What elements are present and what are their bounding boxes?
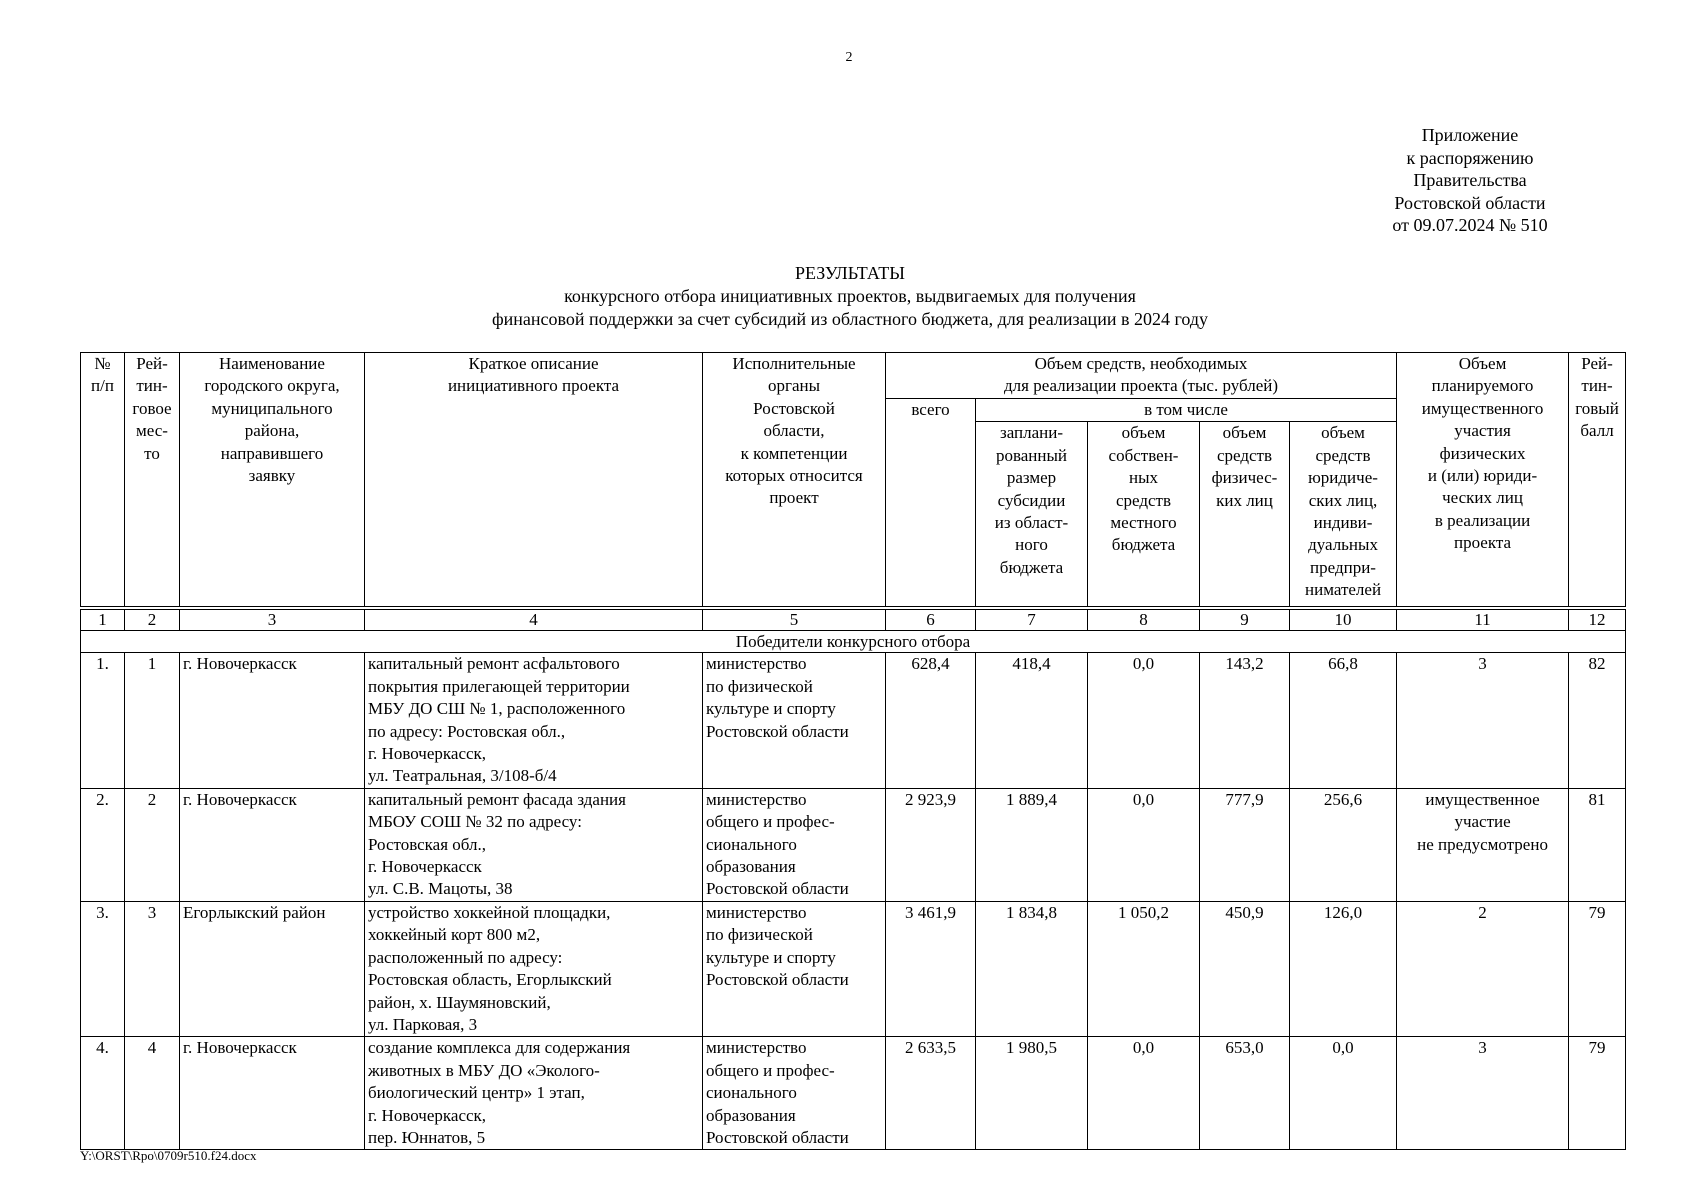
header-score: Рей- тин- говый балл [1569,353,1626,609]
cell-subsidy: 1 834,8 [976,901,1088,1036]
cell-description: капитальный ремонт фасада здания МБОУ СОШ № 32 по адресу: Ростовская обл., г. Новочеркасск ул. С.В. Мацоты, 38 [365,788,703,901]
column-number: 11 [1397,608,1569,631]
header-property: Объем планируемого имущественного участия физических и (или) юриди- ческих лиц в реализации проекта [1397,353,1569,609]
title-main: РЕЗУЛЬТАТЫ [795,263,905,283]
cell-subsidy: 1 889,4 [976,788,1088,901]
cell-description: создание комплекса для содержания животных в МБУ ДО «Эколого- биологический центр» 1 этап, г. Новочеркасск, пер. Юннатов, 5 [365,1037,703,1150]
footer-file-path: Y:\ORST\Rpo\0709r510.f24.docx [80,1148,257,1163]
cell-property: 3 [1397,653,1569,788]
cell-rank: 4 [125,1037,180,1150]
section-row [81,631,1626,653]
appendix-line: Ростовской области [1394,192,1546,213]
cell-total: 2 633,5 [886,1037,976,1150]
appendix-line: от 09.07.2024 № 510 [1392,215,1548,235]
header-rank: Рей- тин- говое мес- то [125,353,180,609]
header-executor: Исполнительные органы Ростовской области, к компетенции которых относится проект [703,353,886,609]
cell-legal: 256,6 [1290,788,1397,901]
cell-local: 1 050,2 [1088,901,1200,1036]
cell-rank: 3 [125,901,180,1036]
cell-legal: 126,0 [1290,901,1397,1036]
table-row [81,653,1626,788]
cell-executor: министерство общего и профес- сионального образования Ростовской области [703,1037,886,1150]
results-table [80,352,1626,1150]
cell-district: Егорлыкский район [180,901,365,1036]
cell-rank: 2 [125,788,180,901]
header-local: объем собствен- ных средств местного бюджета [1088,422,1200,609]
cell-executor: министерство общего и профес- сионального образования Ростовской области [703,788,886,901]
cell-num: 1. [81,653,125,788]
cell-num: 2. [81,788,125,901]
cell-district: г. Новочеркасск [180,653,365,788]
cell-legal: 0,0 [1290,1037,1397,1150]
header-individuals: объем средств физичес- ких лиц [1200,422,1290,609]
column-number: 4 [365,608,703,631]
table-row [81,1037,1626,1150]
cell-score: 82 [1569,653,1626,788]
cell-property: имущественное участие не предусмотрено [1397,788,1569,901]
column-number: 10 [1290,608,1397,631]
cell-rank: 1 [125,653,180,788]
cell-score: 79 [1569,1037,1626,1150]
cell-local: 0,0 [1088,653,1200,788]
cell-score: 81 [1569,788,1626,901]
cell-total: 3 461,9 [886,901,976,1036]
cell-property: 2 [1397,901,1569,1036]
cell-executor: министерство по физической культуре и спорту Ростовской области [703,901,886,1036]
cell-legal: 66,8 [1290,653,1397,788]
header-total: всего [886,399,976,609]
column-number: 7 [976,608,1088,631]
header-legal: объем средств юридиче- ских лиц, индиви- дуальных предпри- нимателей [1290,422,1397,609]
column-number-row [81,608,1626,631]
cell-district: г. Новочеркасск [180,788,365,901]
column-number: 2 [125,608,180,631]
header-num: № п/п [81,353,125,609]
page-number: 2 [845,50,853,65]
column-number: 9 [1200,608,1290,631]
column-number: 6 [886,608,976,631]
cell-local: 0,0 [1088,788,1200,901]
cell-district: г. Новочеркасск [180,1037,365,1150]
cell-executor: министерство по физической культуре и спорту Ростовской области [703,653,886,788]
cell-individuals: 653,0 [1200,1037,1290,1150]
appendix-header [1340,124,1600,237]
header-row-1 [81,353,1626,399]
document-title [300,262,1400,331]
appendix-line: к распоряжению [1406,147,1534,168]
cell-description: капитальный ремонт асфальтового покрытия прилегающей территории МБУ ДО СШ № 1, расположенного по адресу: Ростовская обл., г. Новочеркасск, ул. Театральная, 3/108-б/4 [365,653,703,788]
column-number: 8 [1088,608,1200,631]
appendix-line: Правительства [1413,170,1527,190]
column-number: 5 [703,608,886,631]
cell-description: устройство хоккейной площадки, хоккейный корт 800 м2, расположенный по адресу: Ростовская область, Егорлыкский район, х. Шаумяновский, ул. Парковая, 3 [365,901,703,1036]
cell-num: 4. [81,1037,125,1150]
cell-total: 2 923,9 [886,788,976,901]
header-subsidy: заплани- рованный размер субсидии из област- ного бюджета [976,422,1088,609]
cell-num: 3. [81,901,125,1036]
cell-subsidy: 1 980,5 [976,1037,1088,1150]
header-funds: Объем средств, необходимых для реализации проекта (тыс. рублей) [886,353,1397,399]
table-row [81,901,1626,1036]
cell-local: 0,0 [1088,1037,1200,1150]
cell-property: 3 [1397,1037,1569,1150]
title-line-2: конкурсного отбора инициативных проектов, выдвигаемых для получения [564,286,1136,306]
header-including: в том числе [976,399,1397,422]
cell-individuals: 777,9 [1200,788,1290,901]
cell-individuals: 450,9 [1200,901,1290,1036]
header-district: Наименование городского округа, муниципального района, направившего заявку [180,353,365,609]
section-label: Победители конкурсного отбора [81,631,1626,653]
column-number: 1 [81,608,125,631]
cell-subsidy: 418,4 [976,653,1088,788]
column-number: 3 [180,608,365,631]
title-line-3: финансовой поддержки за счет субсидий из областного бюджета, для реализации в 2024 году [491,309,1209,329]
cell-score: 79 [1569,901,1626,1036]
header-description: Краткое описание инициативного проекта [365,353,703,609]
table-row [81,788,1626,901]
column-number: 12 [1569,608,1626,631]
cell-total: 628,4 [886,653,976,788]
appendix-line: Приложение [1421,125,1519,145]
cell-individuals: 143,2 [1200,653,1290,788]
